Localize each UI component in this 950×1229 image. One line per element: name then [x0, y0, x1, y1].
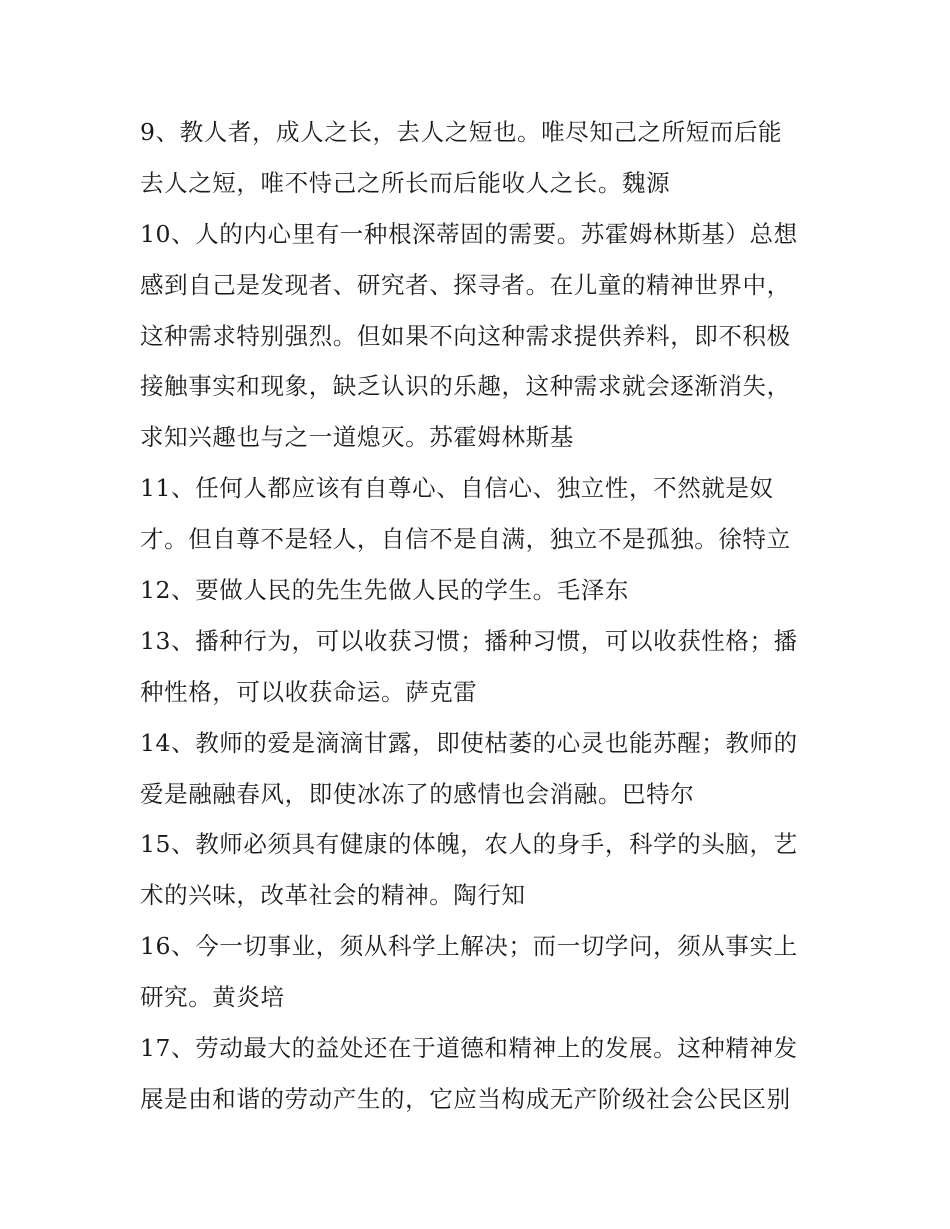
text-line: 种性格，可以收获命运。萨克雷	[140, 677, 478, 706]
text-line: 去人之短，唯不恃己之所长而后能收人之长。魏源	[140, 168, 671, 197]
text-line: 13、播种行为，可以收获习惯；播种习惯，可以收获性格；播	[140, 626, 798, 655]
text-line: 15、教师必须具有健康的体魄，农人的身手，科学的头脑，艺	[140, 830, 798, 859]
text-line: 求知兴趣也与之一道熄灭。苏霍姆林斯基	[140, 423, 574, 452]
text-line: 这种需求特别强烈。但如果不向这种需求提供养料，即不积极	[140, 321, 791, 350]
text-line: 才。但自尊不是轻人，自信不是自满，独立不是孤独。徐特立	[140, 525, 791, 554]
text-line: 爱是融融春风，即使冰冻了的感情也会消融。巴特尔	[140, 779, 695, 808]
text-line: 展是由和谐的劳动产生的，它应当构成无产阶级社会公民区别	[140, 1084, 791, 1113]
text-line: 16、今一切事业，须从科学上解决；而一切学问，须从事实上	[140, 932, 798, 961]
text-line: 10、人的内心里有一种根深蒂固的需要。苏霍姆林斯基）总想	[140, 219, 798, 248]
text-line: 17、劳动最大的益处还在于道德和精神上的发展。这种精神发	[140, 1034, 798, 1063]
text-line: 术的兴味，改革社会的精神。陶行知	[140, 881, 526, 910]
text-line: 11、任何人都应该有自尊心、自信心、独立性，不然就是奴	[140, 474, 774, 503]
text-line: 9、教人者，成人之长，去人之短也。唯尽知己之所短而后能	[140, 118, 783, 146]
text-line: 接触事实和现象，缺乏认识的乐趣，这种需求就会逐渐消失，	[140, 372, 791, 401]
text-line: 12、要做人民的先生先做人民的学生。毛泽东	[140, 576, 630, 605]
text-line: 研究。黄炎培	[140, 983, 285, 1012]
quote-text-block	[140, 107, 820, 1125]
text-line: 14、教师的爱是滴滴甘露，即使枯萎的心灵也能苏醒；教师的	[140, 728, 798, 757]
text-line: 感到自己是发现者、研究者、探寻者。在儿童的精神世界中，	[140, 270, 791, 299]
